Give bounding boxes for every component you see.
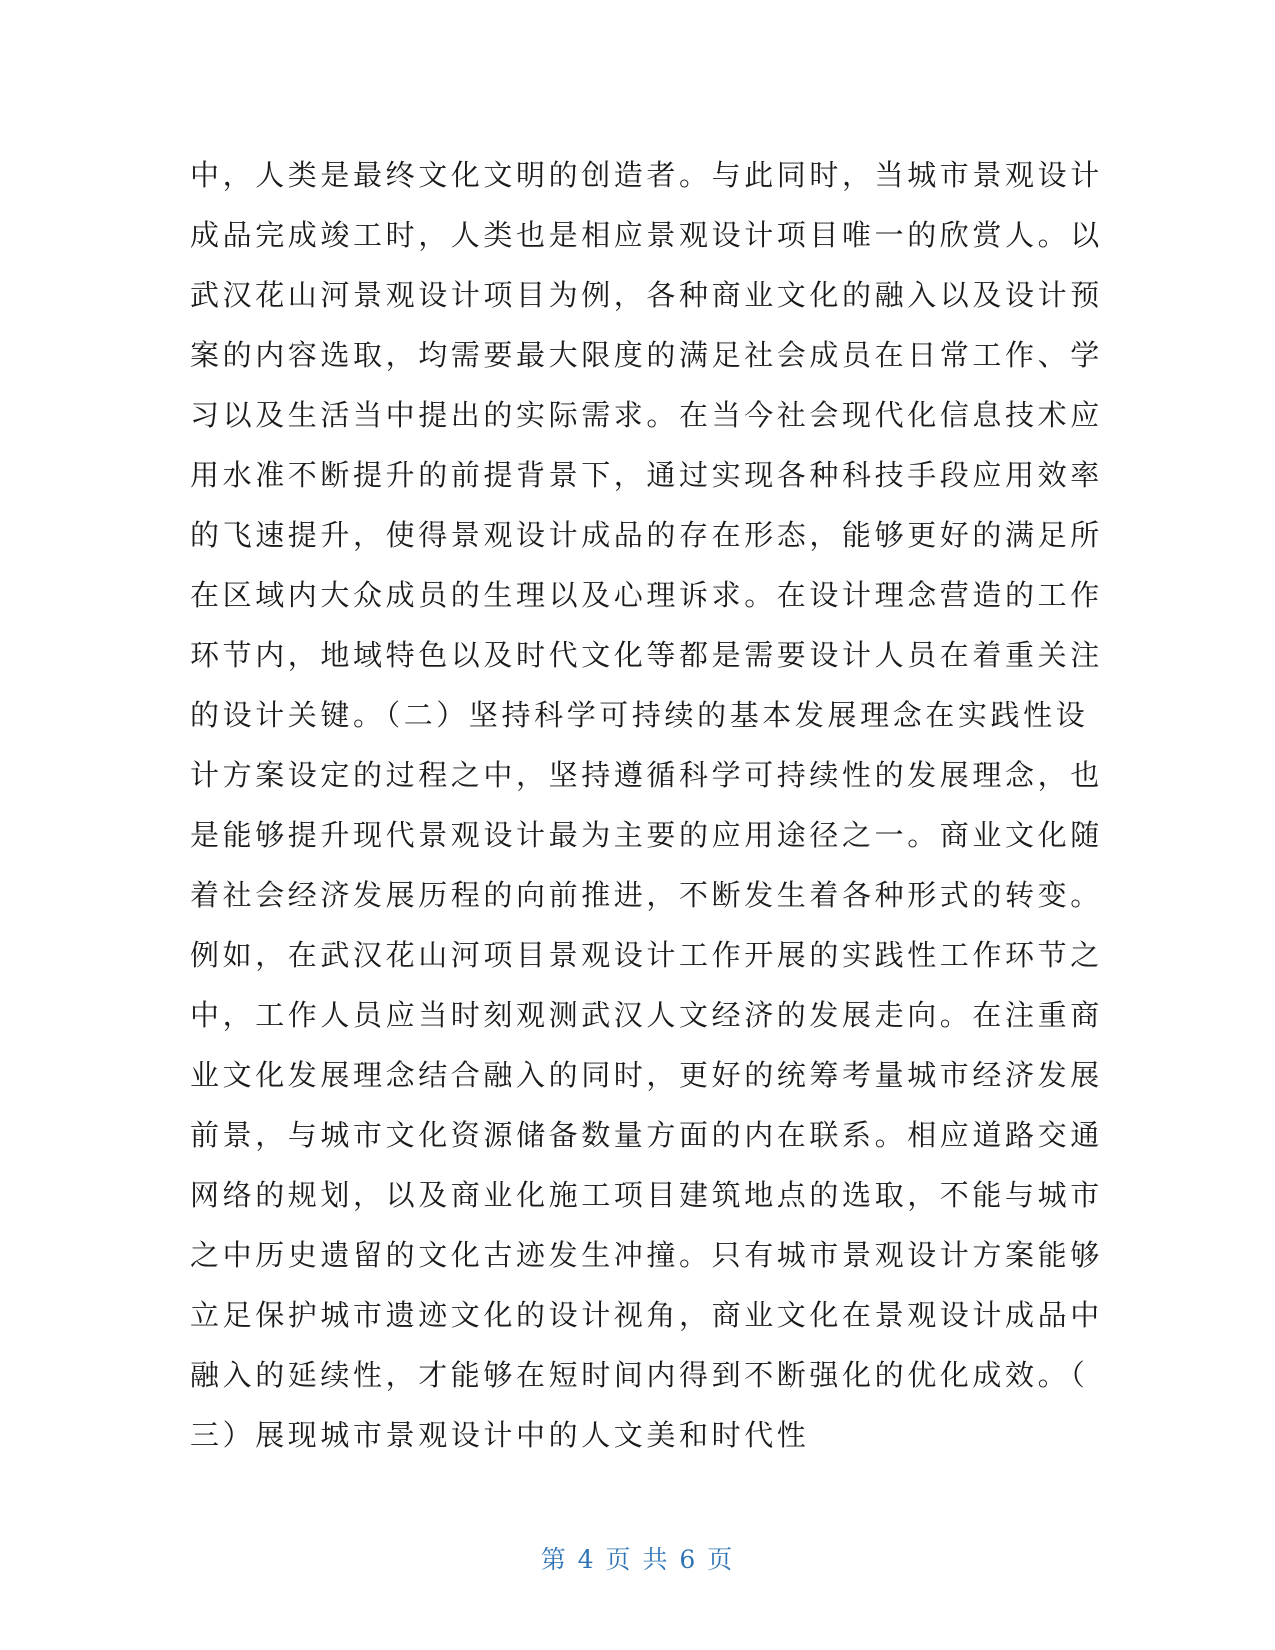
text-line: 的设计关键。（二）坚持科学可持续的基本发展理念在实践性设 <box>190 698 1089 732</box>
text-line: 计方案设定的过程之中，坚持遵循科学可持续性的发展理念，也 <box>190 758 1103 792</box>
text-line: 是能够提升现代景观设计最为主要的应用途径之一。商业文化随 <box>190 818 1103 852</box>
text-line: 成品完成竣工时，人类也是相应景观设计项目唯一的欣赏人。以 <box>190 218 1103 252</box>
text-line: 立足保护城市遗迹文化的设计视角，商业文化在景观设计成品中 <box>190 1298 1103 1332</box>
text-line: 三）展现城市景观设计中的人文美和时代性 <box>190 1418 810 1452</box>
page-number-footer: 第 4 页 共 6 页 <box>540 1545 735 1574</box>
text-line: 前景，与城市文化资源储备数量方面的内在联系。相应道路交通 <box>190 1118 1103 1152</box>
text-line: 环节内，地域特色以及时代文化等都是需要设计人员在着重关注 <box>190 638 1103 672</box>
body-text <box>190 145 1103 1465</box>
text-line: 例如，在武汉花山河项目景观设计工作开展的实践性工作环节之 <box>190 938 1103 972</box>
text-line: 用水准不断提升的前提背景下，通过实现各种科技手段应用效率 <box>190 458 1103 492</box>
text-line: 武汉花山河景观设计项目为例，各种商业文化的融入以及设计预 <box>190 278 1103 312</box>
text-line: 融入的延续性，才能够在短时间内得到不断强化的优化成效。（ <box>190 1358 1089 1392</box>
text-line: 习以及生活当中提出的实际需求。在当今社会现代化信息技术应 <box>190 398 1103 432</box>
text-line: 之中历史遗留的文化古迹发生冲撞。只有城市景观设计方案能够 <box>190 1238 1103 1272</box>
text-line: 案的内容选取，均需要最大限度的满足社会成员在日常工作、学 <box>190 338 1103 372</box>
text-line: 的飞速提升，使得景观设计成品的存在形态，能够更好的满足所 <box>190 518 1103 552</box>
text-line: 中，工作人员应当时刻观测武汉人文经济的发展走向。在注重商 <box>190 998 1103 1032</box>
text-line: 网络的规划，以及商业化施工项目建筑地点的选取，不能与城市 <box>190 1178 1103 1212</box>
text-line: 中，人类是最终文化文明的创造者。与此同时，当城市景观设计 <box>190 158 1103 192</box>
text-line: 着社会经济发展历程的向前推进，不断发生着各种形式的转变。 <box>190 878 1103 912</box>
text-line: 在区域内大众成员的生理以及心理诉求。在设计理念营造的工作 <box>190 578 1103 612</box>
text-line: 业文化发展理念结合融入的同时，更好的统筹考量城市经济发展 <box>190 1058 1103 1092</box>
